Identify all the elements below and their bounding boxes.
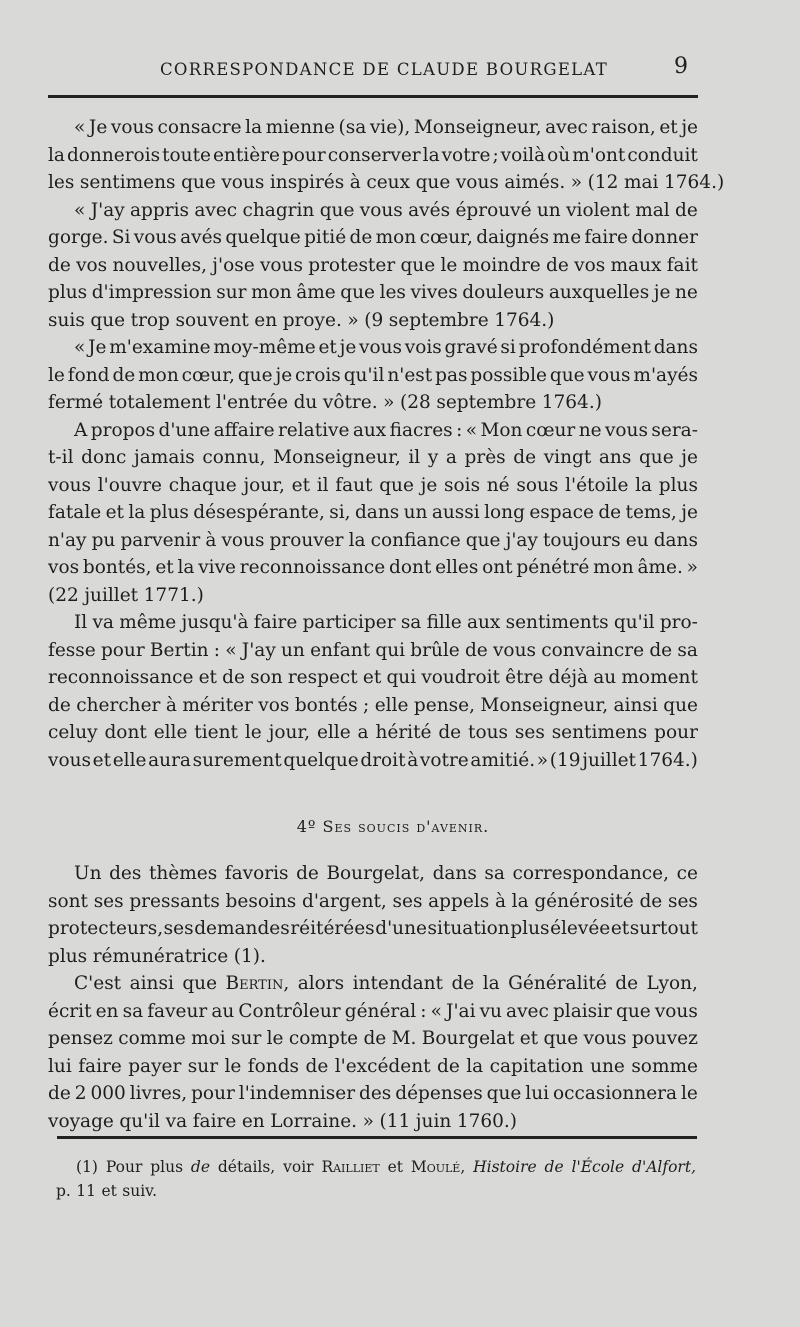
text-line: sont ses pressants besoins d'argent, ses appels à la générosité de ses <box>48 890 698 912</box>
text-line: plus d'impression sur mon âme que les vives douleurs auxquelles je ne <box>48 282 698 303</box>
text-line: (22 juillet 1771.) <box>48 584 204 606</box>
text-line: protecteurs, ses demandes réitérées d'une situation plus élevée et surtout <box>48 918 698 939</box>
running-title: CORRESPONDANCE DE CLAUDE BOURGELAT <box>160 60 609 79</box>
text-line: gorge. Si vous avés quelque pitié de mon cœur, daignés me faire donner <box>48 227 698 248</box>
text-line: fesse pour Bertin : « J'ay un enfant qui brûle de vous convaincre de sa <box>48 639 698 661</box>
footnote-line: (1) Pour plus de détails, voir Railliet et Moulé, Histoire de l'École d'Alfort, <box>76 1158 696 1176</box>
text-line: plus rémunératrice (1). <box>48 945 266 967</box>
text-line: voyage qu'il va faire en Lorraine. » (11 juin 1760.) <box>48 1110 518 1132</box>
text-line: C'est ainsi que Bertin, alors intendant de la Généralité de Lyon, <box>74 973 698 994</box>
text-line: fatale et la plus désespérante, si, dans un aussi long espace de tems, je <box>48 502 698 523</box>
text-line: vous et elle aura surement quelque droit à votre amitié. » (19 juillet 1764.) <box>48 749 698 771</box>
footnotes <box>56 1155 696 1203</box>
running-head <box>48 56 698 84</box>
text-line: n'ay pu parvenir à vous prouver la confiance que j'ay toujours eu dans <box>48 529 698 551</box>
text-line: pensez comme moi sur le compte de M. Bourgelat et que vous pouvez <box>48 1028 698 1049</box>
text-line: celuy dont elle tient le jour, elle a hérité de tous ses sentimens pour <box>48 722 698 743</box>
text-line: de vos nouvelles, j'ose vous protester que le moindre de vos maux fait <box>48 254 698 276</box>
text-line: vous l'ouvre chaque jour, et il faut que je sois né sous l'étoile la plus <box>48 474 698 496</box>
text-line: « Je vous consacre la mienne (sa vie), Monseigneur, avec raison, et je <box>74 117 698 138</box>
text-line: de chercher à mériter vos bontés ; elle pense, Monseigneur, ainsi que <box>48 694 698 716</box>
footnote-line: p. 11 et suiv. <box>56 1182 158 1200</box>
text-line: reconnoissance et de son respect et qui voudroit être déjà au moment <box>48 667 698 688</box>
text-line: A propos d'une affaire relative aux fiacres : « Mon cœur ne vous sera- <box>74 419 698 441</box>
header-rule <box>48 95 698 98</box>
text-line: « J'ay appris avec chagrin que vous avés éprouvé un violent mal de <box>74 199 698 221</box>
text-line: Un des thèmes favoris de Bourgelat, dans sa correspondance, ce <box>74 863 698 884</box>
text-line: vos bontés, et la vive reconnoissance dont elles ont pénétré mon âme. » <box>48 557 698 578</box>
text-line: Il va même jusqu'à faire participer sa fille aux sentiments qu'il pro- <box>74 612 698 633</box>
text-line: de 2 000 livres, pour l'indemniser des dépenses que lui occasionnera le <box>48 1083 698 1104</box>
section-heading: 4º Ses soucis d'avenir. <box>296 817 490 836</box>
text-line: les sentimens que vous inspirés à ceux que vous aimés. » (12 mai 1764.) <box>48 172 725 193</box>
main-text <box>48 114 725 1135</box>
text-line: le fond de mon cœur, que je crois qu'il n'est pas possible que vous m'ayés <box>48 364 698 386</box>
text-line: écrit en sa faveur au Contrôleur général : « J'ai vu avec plaisir que vous <box>48 1000 698 1022</box>
text-line: lui faire payer sur le fonds de l'excédent de la capitation une somme <box>48 1055 698 1077</box>
page-number: 9 <box>674 54 688 79</box>
text-line: suis que trop souvent en proye. » (9 septembre 1764.) <box>48 309 555 331</box>
text-line: t-il donc jamais connu, Monseigneur, il y a près de vingt ans que je <box>48 447 698 468</box>
footnote-rule <box>57 1136 697 1139</box>
text-line: fermé totalement l'entrée du vôtre. » (28 septembre 1764.) <box>48 392 602 413</box>
text-line: « Je m'examine moy-même et je vous vois gravé si profondément dans <box>74 337 698 358</box>
text-line: la donnerois toute entière pour conserver la votre ; voilà où m'ont conduit <box>48 144 698 166</box>
